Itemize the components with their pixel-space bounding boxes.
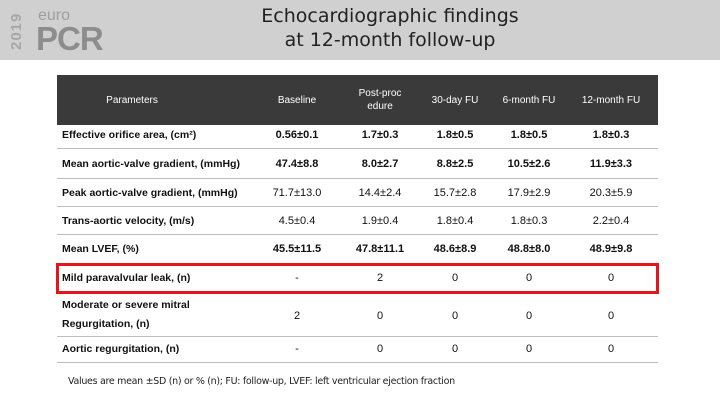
- table-cell: 0: [376, 343, 384, 355]
- title-line-2: at 12-month follow-up: [284, 29, 496, 51]
- table-cell: 17.9±2.9: [507, 187, 551, 199]
- header-baseline: Baseline: [277, 94, 317, 106]
- slide-title: [230, 4, 550, 52]
- logo-pcr: PCR: [36, 20, 103, 57]
- header-post-procedure: [341, 75, 419, 125]
- table-cell: 0: [607, 272, 615, 284]
- table-cell: 11.9±3.3: [589, 158, 633, 170]
- row-label: Peak aortic-valve gradient, (mmHg): [62, 187, 238, 199]
- row-label: Aortic regurgitation, (n): [62, 343, 180, 355]
- header-30-day: 30-day FU: [431, 94, 479, 106]
- header-12-month: 12-month FU: [581, 94, 641, 106]
- row-label: Trans-aortic velocity, (m/s): [62, 215, 195, 227]
- table-cell: 48.6±8.9: [433, 243, 477, 255]
- table-cell: 0: [607, 343, 615, 355]
- table-cell: 45.5±11.5: [272, 243, 322, 255]
- table-cell: 0: [607, 310, 615, 322]
- row-divider: [57, 148, 658, 149]
- table-cell: 48.8±8.0: [507, 243, 551, 255]
- table-cell: 47.4±8.8: [275, 158, 319, 170]
- table-cell: 0: [451, 343, 459, 355]
- table-cell: -: [295, 343, 299, 355]
- row-label-line-1: Moderate or severe mitral: [62, 299, 190, 311]
- row-divider: [57, 362, 658, 363]
- table-cell: 2.2±0.4: [592, 215, 630, 227]
- row-label: Effective orifice area, (cm²): [62, 129, 197, 141]
- header-parameters: Parameters: [106, 94, 158, 106]
- table-cell: 0.56±0.1: [275, 129, 319, 141]
- table-cell: 0: [376, 310, 384, 322]
- table-cell: 8.8±2.5: [436, 158, 474, 170]
- row-label-line-2: Regurgitation, (n): [62, 318, 150, 330]
- table-cell: 10.5±2.6: [507, 158, 551, 170]
- table-cell: 15.7±2.8: [433, 187, 477, 199]
- table-cell: 0: [451, 310, 459, 322]
- row-label: Mild paravalvular leak, (n): [62, 272, 191, 284]
- table-cell: 20.3±5.9: [589, 187, 633, 199]
- row-divider: [57, 206, 658, 207]
- table-cell: 1.8±0.5: [436, 129, 474, 141]
- table-cell: 48.9±9.8: [589, 243, 633, 255]
- table-cell: 1.8±0.3: [592, 129, 630, 141]
- header-6-month: 6-month FU: [502, 94, 556, 106]
- table-cell: 2: [293, 310, 301, 322]
- table-cell: 1.8±0.4: [436, 215, 474, 227]
- table-cell: 47.8±11.1: [355, 243, 405, 255]
- table-cell: 1.8±0.3: [510, 215, 548, 227]
- europcr-logo: [8, 6, 138, 57]
- table-cell: 1.7±0.3: [361, 129, 399, 141]
- row-divider: [57, 234, 658, 235]
- table-cell: 2: [376, 272, 384, 284]
- row-label: Mean aortic-valve gradient, (mmHg): [62, 158, 240, 170]
- table-cell: 4.5±0.4: [278, 215, 316, 227]
- table-cell: 0: [451, 272, 459, 284]
- table-cell: -: [295, 272, 299, 284]
- footnote: Values are mean ±SD (n) or % (n); FU: follow-up, LVEF: left ventricular ejection fraction: [68, 376, 455, 387]
- table-cell: 1.9±0.4: [361, 215, 399, 227]
- table-cell: 71.7±13.0: [272, 187, 322, 199]
- table-cell: 14.4±2.4: [358, 187, 402, 199]
- table-cell: 0: [525, 310, 533, 322]
- logo-euro: euro: [38, 7, 71, 24]
- table-cell: 0: [525, 343, 533, 355]
- row-label: Mean LVEF, (%): [62, 243, 139, 255]
- logo-year: 2019: [8, 12, 25, 50]
- title-line-1: Echocardiographic findings: [261, 5, 519, 27]
- table-cell: 0: [525, 272, 533, 284]
- table-cell: 8.0±2.7: [361, 158, 399, 170]
- table-cell: 1.8±0.5: [510, 129, 548, 141]
- row-divider: [57, 336, 658, 337]
- row-divider: [57, 178, 658, 179]
- header-post-procedure-text: Post-procedure: [358, 88, 402, 112]
